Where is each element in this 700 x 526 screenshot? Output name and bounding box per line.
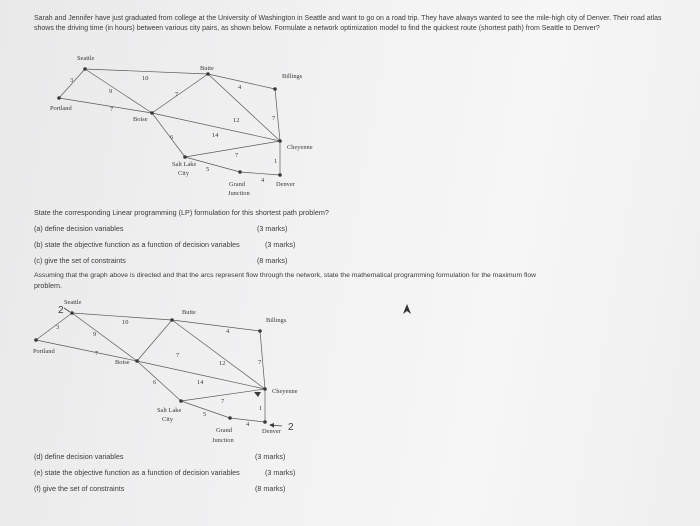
graph-2-nodes — [34, 311, 267, 424]
label2-seattle: Seattle — [64, 299, 82, 306]
question-c-marks: (8 marks) — [257, 256, 288, 265]
node2-slc — [179, 399, 183, 403]
weight-slc-cheyenne: 7 — [235, 152, 239, 159]
question-d-marks: (3 marks) — [255, 452, 286, 461]
label2-butte: Butte — [182, 309, 196, 316]
weight2-slc-gj: 5 — [203, 411, 207, 418]
node2-cheyenne — [263, 387, 267, 391]
question-b: (b) state the objective function as a function of decision variables — [34, 240, 240, 249]
node2-denver — [263, 420, 267, 424]
edge2-butte-billings — [172, 320, 260, 331]
question-a-marks: (3 marks) — [257, 224, 288, 233]
question-b-marks: (3 marks) — [265, 240, 296, 249]
sink-annotation-arrow — [270, 425, 282, 426]
label-portland: Portland — [50, 105, 72, 112]
mouse-cursor-icon — [402, 303, 412, 315]
label-billings: Billings — [282, 73, 303, 80]
weight-boise-butte: 7 — [175, 91, 179, 98]
label2-denver: Denver — [262, 428, 281, 435]
label2-gj-1: Grand — [216, 427, 232, 434]
weight-billings-cheyenne: 7 — [272, 115, 276, 122]
weight-boise-slc: 6 — [170, 134, 174, 141]
source-annotation: 2 — [58, 305, 64, 316]
node2-gj — [228, 416, 232, 420]
max-flow-assumption-2: problem. — [34, 281, 62, 290]
weight2-boise-butte: 7 — [176, 352, 180, 359]
question-d: (d) define decision variables — [34, 452, 124, 461]
label2-slc-2: City — [162, 416, 174, 423]
weight-portland-boise: 7 — [110, 106, 114, 113]
edge2-boise-butte — [137, 320, 172, 361]
weight2-billings-cheyenne: 7 — [258, 359, 262, 366]
max-flow-assumption-1: Assuming that the graph above is directed and that the arcs represent flow through the network, state the mathematical programming formulation for the maximum flow — [34, 272, 537, 279]
node2-portland — [34, 338, 38, 342]
label2-gj-2: Junction — [212, 437, 234, 444]
problem-intro: Sarah and Jennifer have just graduated from college at the University of Washington in Seattle and want to go on a road trip. They have always wanted to see the mile-high city of Denver. Their road atlas shows the driving time (in hours) between various city pairs, as shown below. Formulate a network optimization model to find the quickest route (shortest path) from Seattle to Denver? — [34, 15, 662, 32]
weight-seattle-portland: 3 — [70, 77, 74, 84]
label-butte: Butte — [200, 65, 214, 72]
label-denver: Denver — [276, 181, 295, 188]
weight-butte-cheyenne: 12 — [233, 117, 240, 124]
weight2-gj-denver: 4 — [246, 421, 250, 428]
node2-boise — [135, 359, 139, 363]
lp-question-heading: State the corresponding Linear programming (LP) formulation for this shortest path problem? — [34, 208, 329, 217]
source-annotation-arrow — [64, 308, 70, 312]
weight2-seattle-boise: 9 — [93, 331, 97, 338]
question-f: (f) give the set of constraints — [34, 484, 125, 493]
weight-slc-gj: 5 — [206, 166, 210, 173]
label2-boise: Boise — [115, 359, 130, 366]
label-cheyenne: Cheyenne — [287, 144, 313, 151]
edge2-boise-slc — [137, 361, 181, 401]
weight2-boise-cheyenne: 14 — [197, 379, 204, 386]
question-e-marks: (3 marks) — [265, 468, 296, 477]
question-a: (a) define decision variables — [34, 224, 124, 233]
graph-2-edges — [36, 313, 265, 422]
question-c: (c) give the set of constraints — [34, 256, 126, 265]
weight2-seattle-portland: 3 — [56, 324, 60, 331]
weight2-slc-cheyenne: 7 — [221, 398, 225, 405]
label2-slc-1: Salt Lake — [157, 407, 182, 414]
graph-2-node-labels — [33, 299, 298, 444]
node2-butte — [170, 318, 174, 322]
weight2-portland-boise: 7 — [95, 350, 99, 357]
question-e: (e) state the objective function as a function of decision variables — [34, 468, 240, 477]
weight2-cheyenne-denver: 1 — [259, 405, 263, 412]
sink-annotation: 2 — [288, 422, 294, 433]
weight-seattle-butte: 10 — [142, 75, 149, 82]
label-boise: Boise — [133, 116, 148, 123]
label-gj-1: Grand — [229, 181, 245, 188]
label2-portland: Portland — [33, 348, 55, 355]
cheyenne-arrowhead — [254, 392, 261, 397]
edge2-seattle-portland — [36, 313, 72, 340]
weight2-butte-cheyenne: 12 — [219, 360, 226, 367]
weight-boise-cheyenne: 14 — [212, 132, 219, 139]
weight2-boise-slc: 6 — [153, 379, 157, 386]
weight-seattle-boise: 9 — [109, 88, 113, 95]
weight2-butte-billings: 4 — [226, 328, 230, 335]
weight-gj-denver: 4 — [261, 177, 265, 184]
label-seattle: Seattle — [77, 55, 95, 62]
label2-cheyenne: Cheyenne — [272, 388, 298, 395]
label-slc-2: City — [178, 170, 190, 177]
weight2-seattle-butte: 10 — [122, 319, 129, 326]
node2-billings — [258, 329, 262, 333]
node2-seattle — [70, 311, 74, 315]
question-f-marks: (8 marks) — [255, 484, 286, 493]
label2-billings: Billings — [266, 317, 287, 324]
label-slc-1: Salt Lake — [172, 161, 197, 168]
weight-butte-billings: 4 — [238, 84, 242, 91]
label-gj-2: Junction — [228, 190, 250, 197]
weight-cheyenne-denver: 1 — [274, 158, 278, 165]
